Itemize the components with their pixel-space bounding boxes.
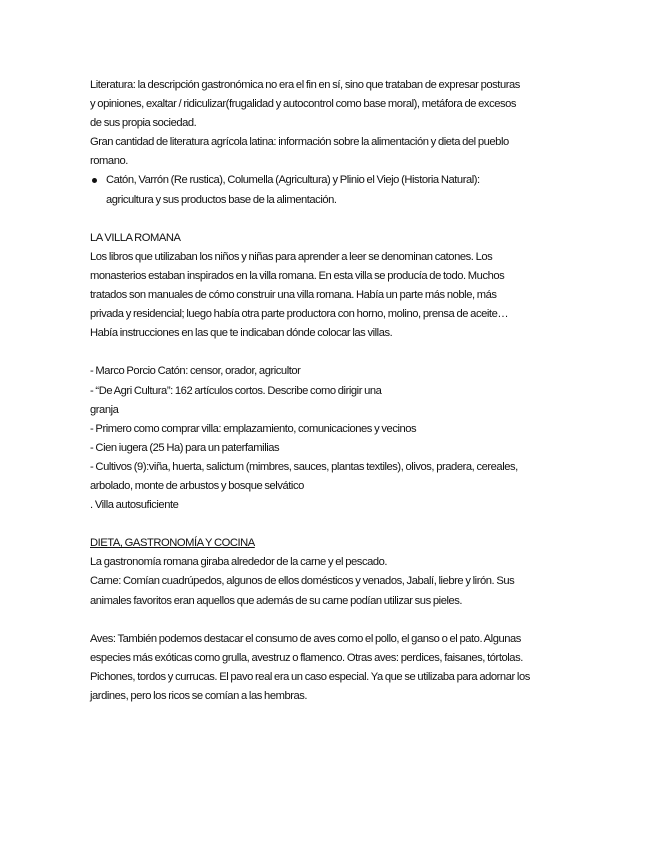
paragraph-line: especies más exóticas como grulla, avestruz o flamenco. Otras aves: perdices, faisanes, tórtolas. bbox=[90, 651, 523, 664]
bullet-item bbox=[90, 171, 568, 190]
paragraph-line: Había instrucciones en las que te indicaban dónde colocar las villas. bbox=[90, 327, 393, 340]
paragraph-line: de sus propia sociedad. bbox=[90, 117, 197, 130]
paragraph-line: y opiniones, exaltar / ridiculizar(frugalidad y autocontrol como base moral), metáfora de excesos bbox=[90, 98, 517, 111]
document-body bbox=[90, 76, 568, 706]
paragraph-line: tratados son manuales de cómo construir una villa romana. Había un parte más noble, más bbox=[90, 289, 497, 302]
paragraph-line: Literatura: la descripción gastronómica no era el fin en sí, sino que trataban de expresar posturas bbox=[90, 79, 520, 91]
paragraph-line: Los libros que utilizaban los niños y niñas para aprender a leer se denominan catones. Los bbox=[90, 250, 493, 263]
paragraph-line: Aves: También podemos destacar el consumo de aves como el pollo, el ganso o el pato. Algunas bbox=[90, 632, 521, 645]
section-heading-villa: LA VILLA ROMANA bbox=[90, 231, 181, 244]
list-item: arbolado, monte de arbustos y bosque selvático bbox=[90, 479, 304, 492]
paragraph-line: Gran cantidad de literatura agrícola latina: información sobre la alimentación y dieta del pueblo bbox=[90, 136, 509, 149]
paragraph-line: romano. bbox=[90, 155, 128, 168]
list-item: granja bbox=[90, 403, 119, 416]
paragraph-line: Pichones, tordos y currucas. El pavo real era un caso especial. Ya que se utilizaba para adornar los bbox=[90, 670, 530, 683]
paragraph-line: La gastronomía romana giraba alrededor de la carne y el pescado. bbox=[90, 556, 388, 569]
list-item: - Cultivos (9):viña, huerta, salictum (mimbres, sauces, plantas textiles), olivos, pradera, cereales, bbox=[90, 460, 518, 473]
list-item: - “De Agri Cultura”: 162 artículos cortos. Describe como dirigir una bbox=[90, 384, 382, 397]
blank-line bbox=[90, 611, 568, 630]
list-item: - Marco Porcio Catón: censor, orador, agricultor bbox=[90, 365, 301, 378]
blank-line bbox=[90, 343, 568, 362]
list-item: - Cien iugera (25 Ha) para un paterfamilias bbox=[90, 441, 280, 454]
paragraph-line: monasterios estaban inspirados en la villa romana. En esta villa se producía de todo. Muchos bbox=[90, 269, 505, 282]
paragraph-line: privada y residencial; luego había otra parte productora con horno, molino, prensa de aceite… bbox=[90, 308, 509, 321]
bullet-dot-icon bbox=[90, 171, 106, 190]
paragraph-line: animales favoritos eran aquellos que además de su carne podían utilizar sus pieles. bbox=[90, 594, 463, 607]
section-heading-dieta: DIETA, GASTRONOMÍA Y COCINA bbox=[90, 537, 255, 550]
bullet-text-continued: agricultura y sus productos base de la alimentación. bbox=[106, 193, 337, 206]
blank-line bbox=[90, 210, 568, 229]
blank-line bbox=[90, 515, 568, 534]
list-item: - Primero como comprar villa: emplazamiento, comunicaciones y vecinos bbox=[90, 422, 417, 435]
paragraph-line: Carne: Comían cuadrúpedos, algunos de ellos domésticos y venados, Jabalí, liebre y lirón. Sus bbox=[90, 575, 515, 588]
bullet-text: Catón, Varrón (Re rustica), Columella (Agricultura) y Plinio el Viejo (Historia Natural): bbox=[106, 174, 480, 187]
paragraph-line: jardines, pero los ricos se comían a las hembras. bbox=[90, 690, 308, 702]
list-item: . Villa autosuficiente bbox=[90, 499, 179, 512]
